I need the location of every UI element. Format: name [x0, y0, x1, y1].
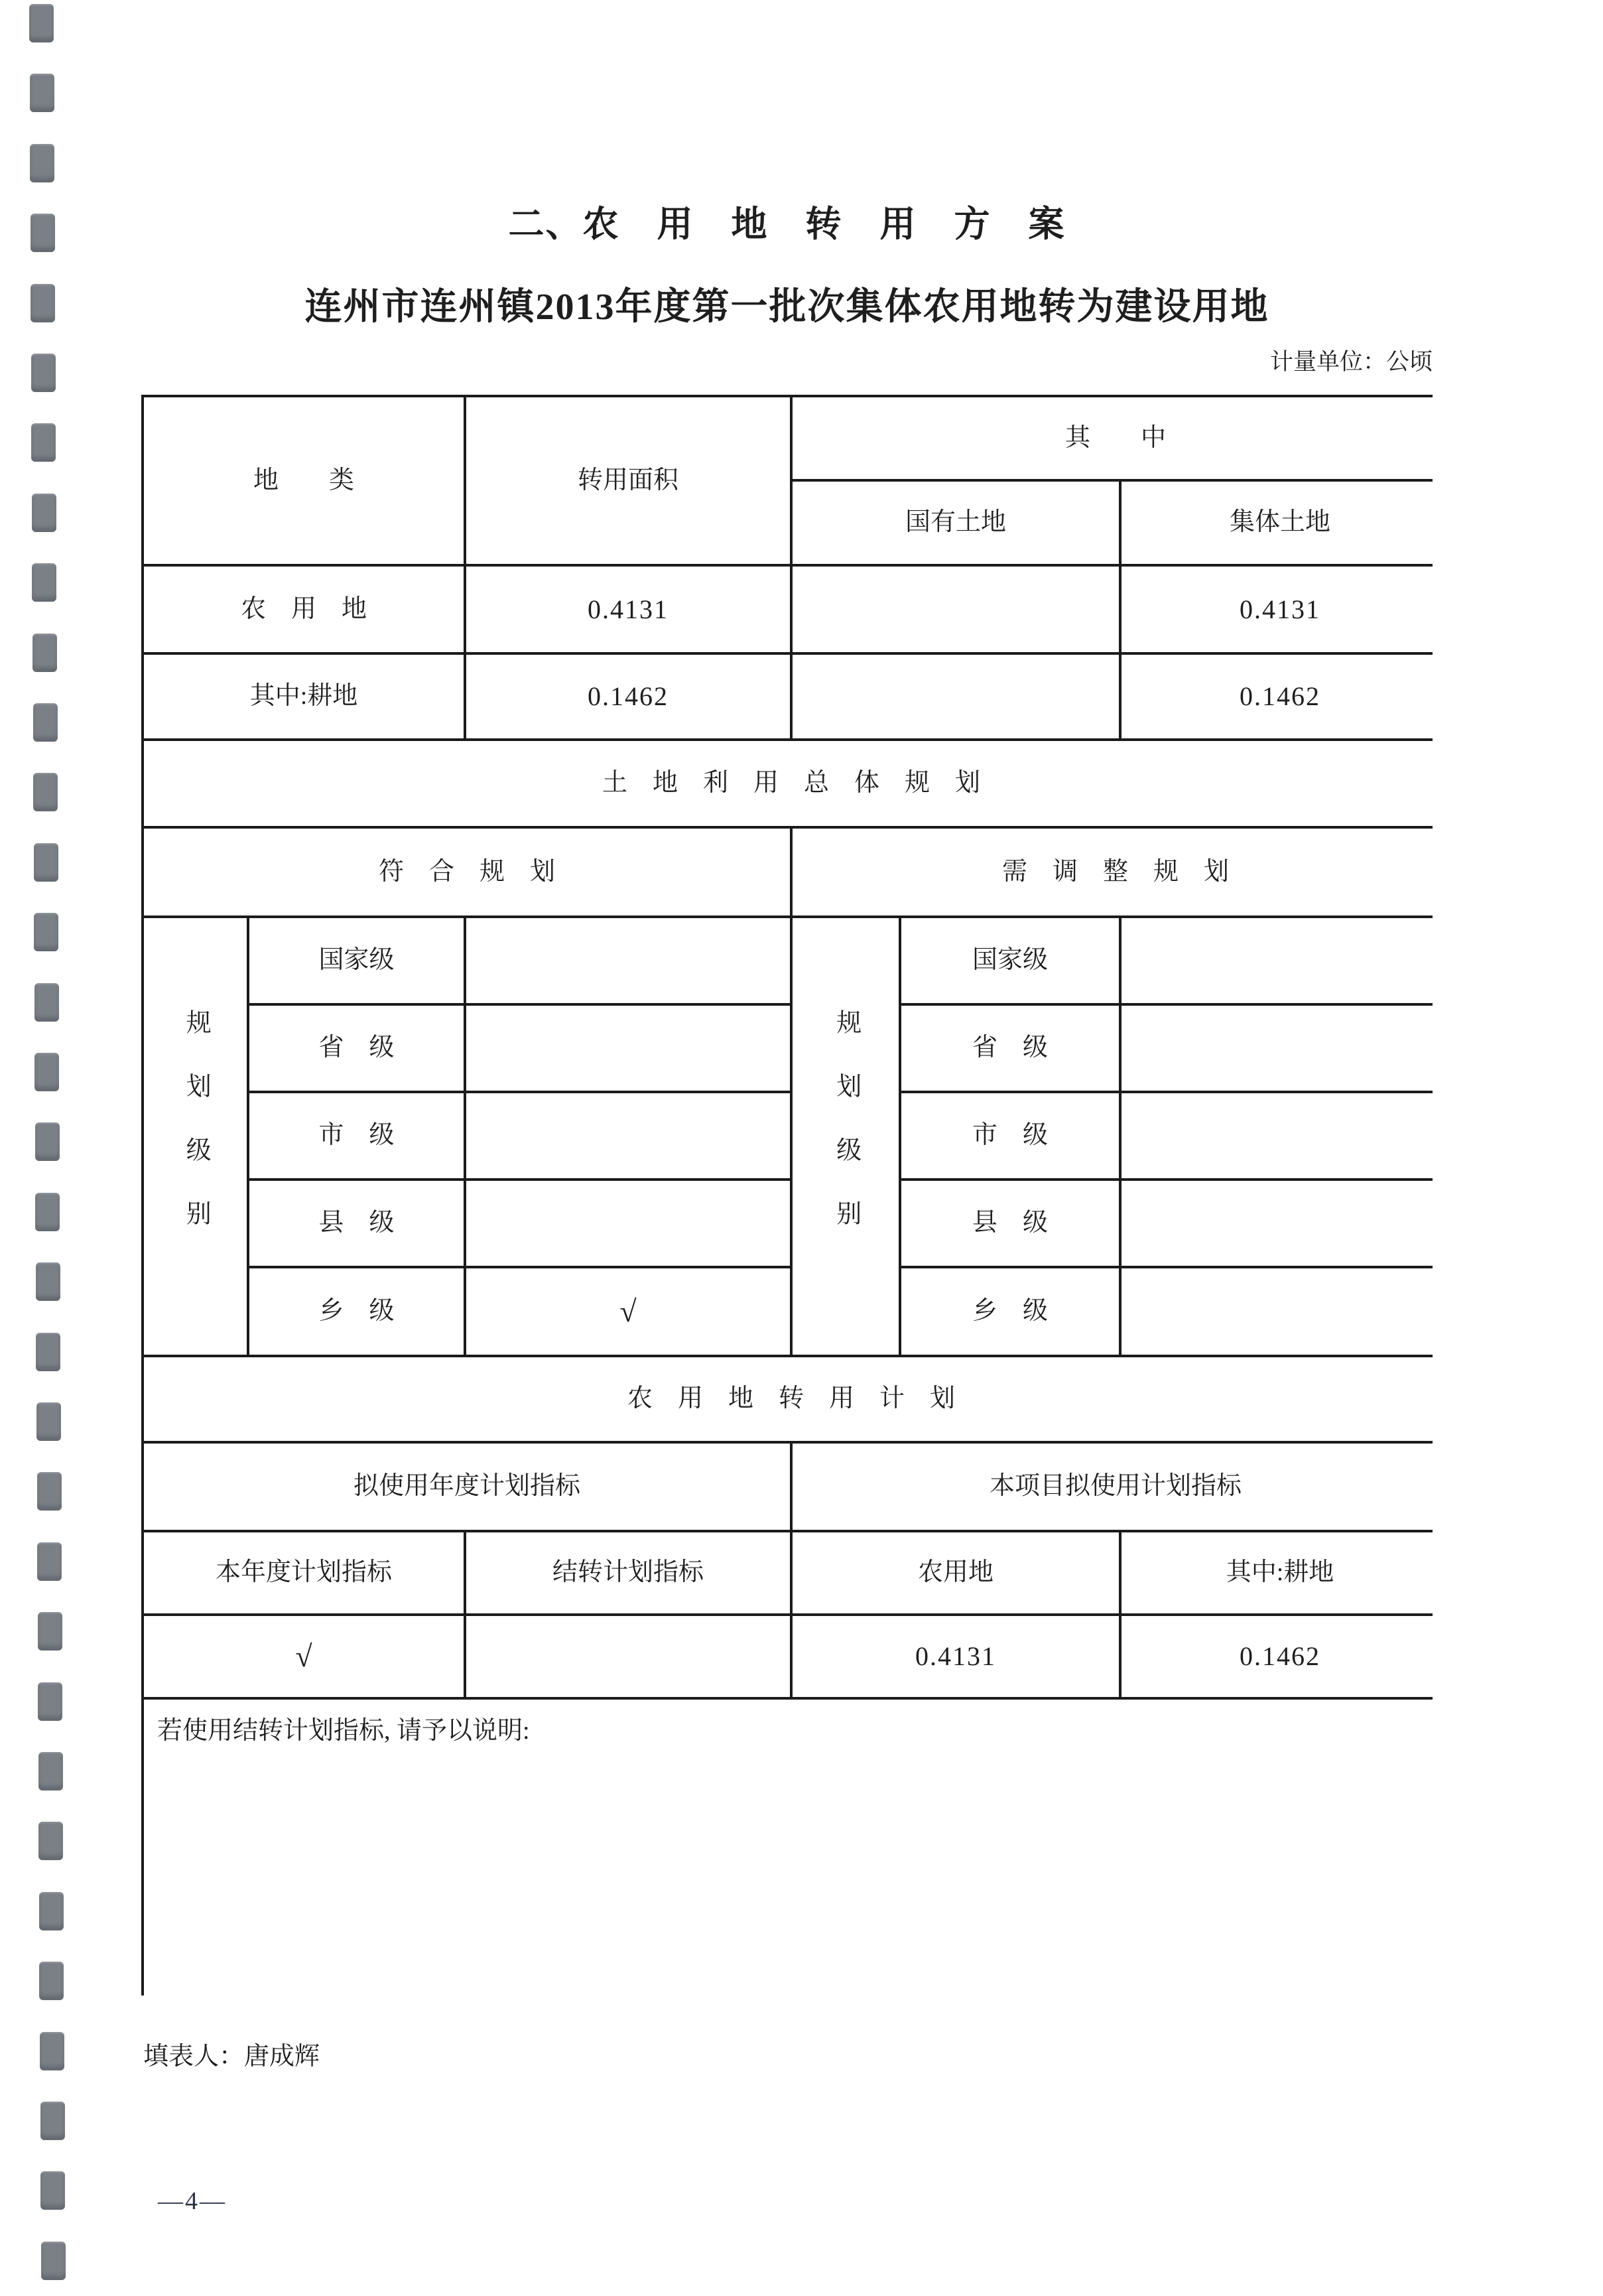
comply-level-national: 国家级 — [249, 918, 464, 1003]
row-farmland-area: 0.4131 — [466, 567, 790, 652]
comply-value-county — [466, 1181, 790, 1266]
binding-hole — [40, 2171, 65, 2210]
binding-hole — [34, 983, 59, 1022]
binding-hole — [38, 1822, 63, 1860]
comply-level-label — [144, 918, 247, 1355]
binding-hole — [38, 1752, 63, 1790]
binding-hole — [33, 773, 58, 811]
row-cultivated-area: 0.1462 — [466, 655, 790, 738]
section-overall-plan-title: 土 地 利 用 总 体 规 划 — [144, 741, 1439, 826]
binding-hole — [39, 1962, 64, 2000]
binding-hole — [40, 2032, 64, 2070]
binding-hole — [31, 423, 56, 462]
binding-hole — [37, 1472, 62, 1511]
adjust-value-national — [1122, 918, 1439, 1003]
header-among: 其 中 — [793, 397, 1439, 479]
binding-hole — [36, 1402, 61, 1441]
binding-hole — [31, 354, 56, 392]
row-farmland-state — [793, 567, 1119, 652]
binding-hole — [33, 703, 58, 742]
header-farmland: 农用地 — [793, 1532, 1119, 1613]
row-cultivated-collective: 0.1462 — [1122, 655, 1439, 738]
binding-hole — [34, 843, 58, 882]
header-cultivated: 其中:耕地 — [1122, 1532, 1439, 1613]
binding-hole — [32, 494, 56, 532]
binding-hole — [34, 1053, 59, 1091]
adjust-level-label-text: 规划级别 — [832, 1009, 860, 1264]
header-annual-plan-indicator: 拟使用年度计划指标 — [144, 1444, 790, 1530]
binding-hole — [35, 1122, 60, 1161]
comply-value-province — [466, 1006, 790, 1091]
adjust-level-national: 国家级 — [901, 918, 1119, 1003]
adjust-level-city: 市 级 — [901, 1093, 1119, 1178]
adjust-level-county: 县 级 — [901, 1181, 1119, 1266]
binding-hole — [41, 2242, 66, 2280]
header-current-year-indicator: 本年度计划指标 — [144, 1532, 464, 1613]
binding-hole — [36, 1333, 60, 1371]
header-project-plan-indicator: 本项目拟使用计划指标 — [793, 1444, 1439, 1530]
binding-holes — [0, 0, 80, 2296]
document-title: 二、农 用 地 转 用 方 案 — [508, 204, 1066, 244]
binding-hole — [34, 913, 58, 951]
binding-hole — [38, 1682, 62, 1721]
adjust-level-province: 省 级 — [901, 1006, 1119, 1091]
binding-hole — [36, 1262, 60, 1301]
row-farmland-label: 农 用 地 — [144, 567, 464, 652]
binding-hole — [38, 1612, 62, 1651]
adjust-value-township — [1122, 1268, 1439, 1355]
comply-value-township-checkmark: √ — [466, 1268, 790, 1355]
header-comply-plan: 符 合 规 划 — [144, 829, 790, 915]
section-conversion-plan-title: 农 用 地 转 用 计 划 — [144, 1357, 1439, 1441]
value-current-year-checkmark: √ — [144, 1616, 464, 1697]
binding-hole — [39, 1892, 64, 1930]
comply-level-township: 乡 级 — [249, 1268, 464, 1355]
binding-hole — [29, 4, 54, 42]
header-collective-land: 集体土地 — [1122, 482, 1439, 564]
carryover-explanation-note: 若使用结转计划指标, 请予以说明: — [144, 1700, 1439, 1998]
row-farmland-collective: 0.4131 — [1122, 567, 1439, 652]
binding-hole — [37, 1542, 62, 1581]
header-adjust-plan: 需 调 整 规 划 — [793, 829, 1439, 915]
document-subtitle: 连州市连州镇2013年度第一批次集体农用地转为建设用地 — [304, 287, 1269, 328]
value-carryover — [466, 1616, 790, 1697]
header-conversion-area: 转用面积 — [466, 397, 790, 564]
comply-level-county: 县 级 — [249, 1181, 464, 1266]
row-cultivated-state — [793, 655, 1119, 738]
land-conversion-table — [141, 395, 1433, 1995]
header-state-land: 国有土地 — [793, 482, 1119, 564]
form-filler-line: 填表人：唐成辉 — [143, 2043, 320, 2070]
binding-hole — [30, 74, 54, 112]
adjust-value-province — [1122, 1006, 1439, 1091]
header-land-class: 地 类 — [144, 397, 464, 564]
comply-value-national — [466, 918, 790, 1003]
binding-hole — [31, 214, 55, 252]
comply-level-province: 省 级 — [249, 1006, 464, 1091]
binding-hole — [31, 284, 55, 322]
row-cultivated-label: 其中:耕地 — [144, 655, 464, 738]
header-carryover-indicator: 结转计划指标 — [466, 1532, 790, 1613]
binding-hole — [40, 2102, 65, 2140]
value-cultivated: 0.1462 — [1122, 1616, 1439, 1697]
adjust-value-city — [1122, 1093, 1439, 1178]
binding-hole — [30, 144, 54, 182]
adjust-value-county — [1122, 1181, 1439, 1266]
comply-level-city: 市 级 — [249, 1093, 464, 1178]
comply-level-label-text: 规划级别 — [182, 1009, 210, 1264]
page-number: —4— — [158, 2187, 227, 2215]
comply-value-city — [466, 1093, 790, 1178]
adjust-level-township: 乡 级 — [901, 1268, 1119, 1355]
adjust-level-label — [793, 918, 899, 1355]
binding-hole — [35, 1193, 60, 1231]
binding-hole — [32, 634, 57, 672]
measurement-unit-note: 计量单位：公顷 — [1269, 349, 1433, 375]
binding-hole — [32, 563, 56, 602]
value-farmland: 0.4131 — [793, 1616, 1119, 1697]
